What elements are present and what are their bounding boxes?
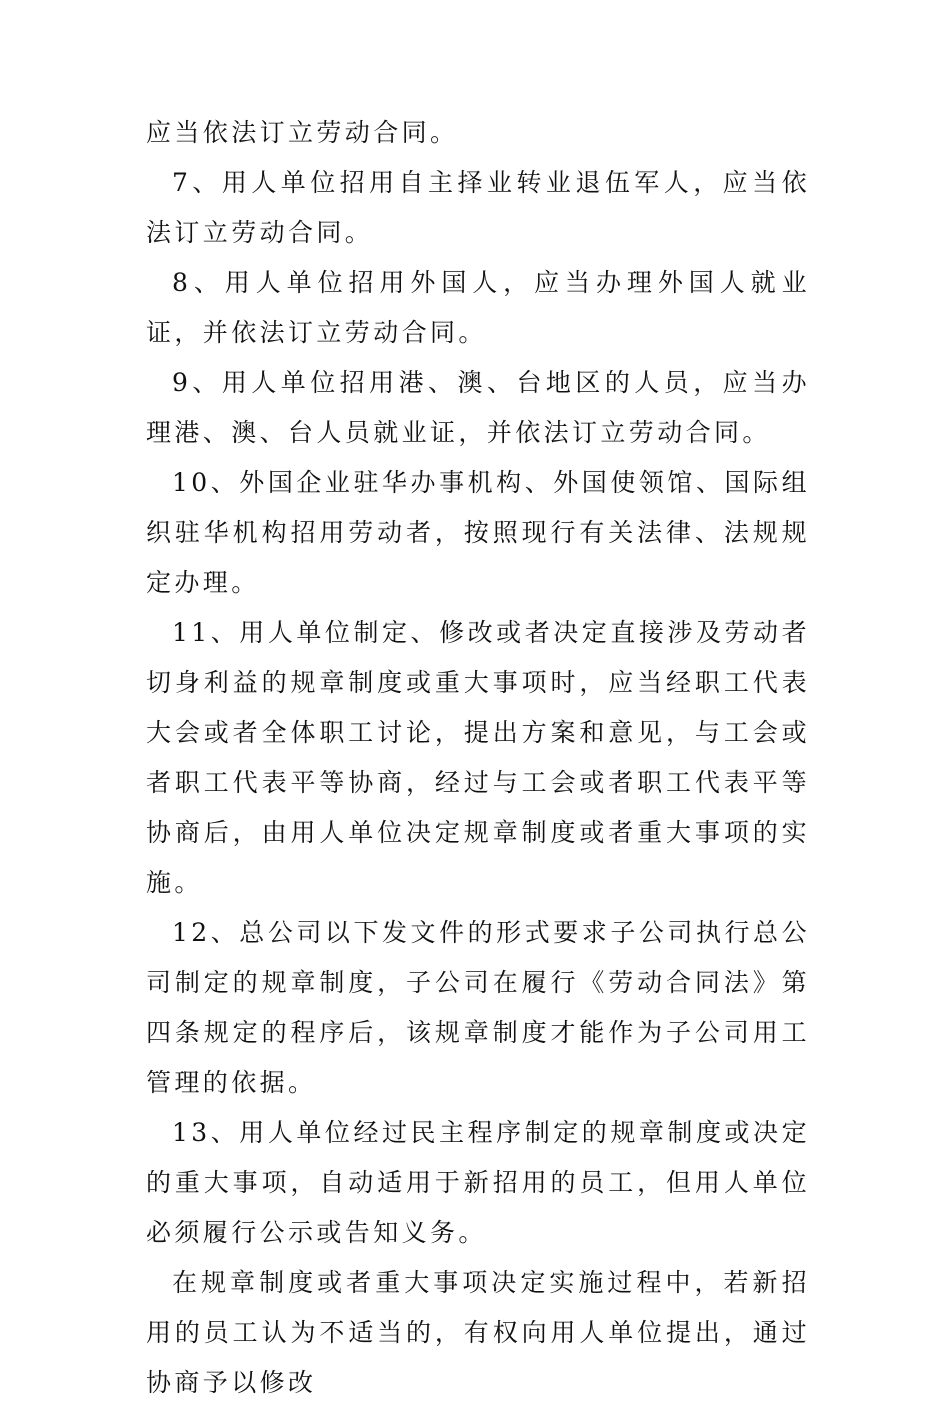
paragraph-9: 9、用人单位招用港、澳、台地区的人员，应当办理港、澳、台人员就业证，并依法订立劳动合同。: [146, 368, 810, 447]
paragraph-12: 12、总公司以下发文件的形式要求子公司执行总公司制定的规章制度，子公司在履行《劳动合同法》第四条规定的程序后，该规章制度才能作为子公司用工管理的依据。: [146, 918, 810, 1097]
paragraph-6-continued: 应当依法订立劳动合同。: [146, 118, 459, 147]
paragraph-11: 11、用人单位制定、修改或者决定直接涉及劳动者切身利益的规章制度或重大事项时，应当经职工代表大会或者全体职工讨论，提出方案和意见，与工会或者职工代表平等协商，经过与工会或者职工代表平等协商后，由用人单位决定规章制度或者重大事项的实施。: [146, 618, 810, 897]
paragraph-8: 8、用人单位招用外国人，应当办理外国人就业证，并依法订立劳动合同。: [146, 268, 810, 347]
paragraph-13: 13、用人单位经过民主程序制定的规章制度或决定的重大事项，自动适用于新招用的员工，但用人单位必须履行公示或告知义务。: [146, 1118, 810, 1247]
paragraph-7: 7、用人单位招用自主择业转业退伍军人，应当依法订立劳动合同。: [146, 168, 810, 247]
paragraph-14: 在规章制度或者重大事项决定实施过程中，若新招用的员工认为不适当的，有权向用人单位提出，通过协商予以修改: [146, 1268, 810, 1397]
paragraph-10: 10、外国企业驻华办事机构、外国使领馆、国际组织驻华机构招用劳动者，按照现行有关法律、法规规定办理。: [146, 468, 810, 597]
document-body: [146, 108, 810, 1408]
